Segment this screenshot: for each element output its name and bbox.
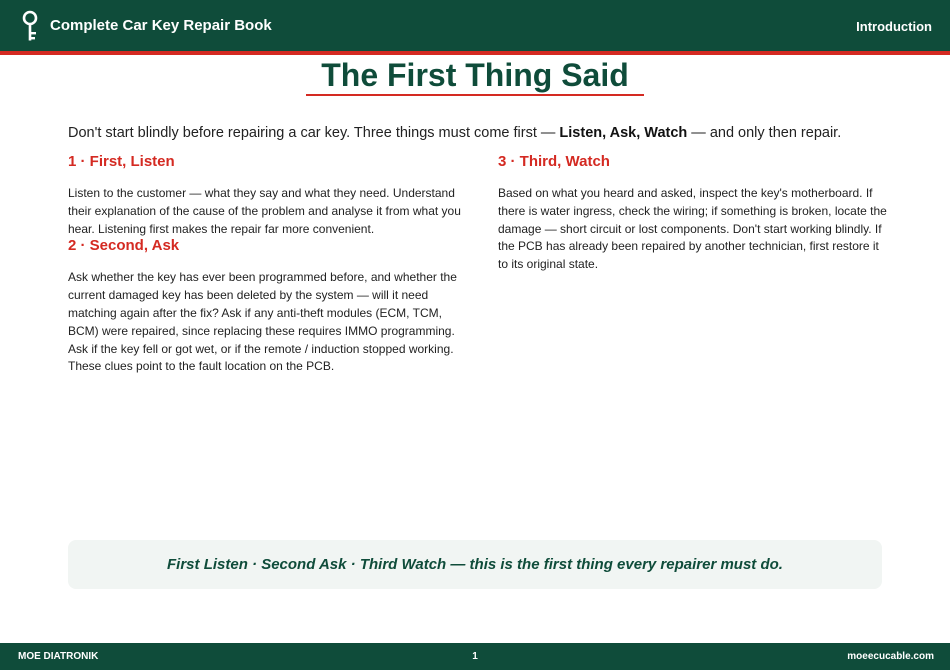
step-heading: 1 · First, Listen xyxy=(68,153,175,170)
intro-highlight: Listen, Ask, Watch xyxy=(559,125,688,141)
footer-bar xyxy=(0,643,950,670)
summary-callout xyxy=(68,540,882,589)
step-body: Based on what you heard and asked, inspect the key's motherboard. If there is water ingress, check the wiring; if something is broken, locate the damage — short circuit or lost components. Don't start working blindly. If the PCB has already been repaired by another technician, first restore it to its original state. xyxy=(498,186,887,272)
callout-text: First Listen · Second Ask · Third Watch — this is the first thing every repairer must do. xyxy=(167,556,783,573)
step-heading: 3 · Third, Watch xyxy=(498,153,610,170)
page-title: The First Thing Said xyxy=(321,57,629,93)
title-underline xyxy=(306,94,644,96)
right-column xyxy=(498,153,888,274)
header-bar xyxy=(0,0,950,55)
intro-paragraph xyxy=(68,124,888,142)
left-column xyxy=(68,153,468,376)
book-title: Complete Car Key Repair Book xyxy=(50,17,272,34)
intro-text-end: — and only then repair. xyxy=(687,125,842,141)
step-heading: 2 · Second, Ask xyxy=(68,237,180,255)
footer-website: moeecucable.com xyxy=(847,651,934,662)
step-listen xyxy=(68,153,468,238)
page-number: 1 xyxy=(472,651,478,662)
footer-brand: MOE DIATRONIK xyxy=(18,651,99,662)
step-ask xyxy=(68,237,468,376)
key-icon xyxy=(20,10,40,42)
step-body: Listen to the customer — what they say and what they need. Understand their explanation of the cause of the problem and analyse it from what you hear. Listening first makes the repair far more convenient. xyxy=(68,186,461,236)
step-watch xyxy=(498,153,888,274)
step-body: Ask whether the key has ever been programmed before, and whether the current damaged key has been deleted by the system — will it need matching again after the fix? Ask if any anti-theft modules (ECM, TCM, BCM) were repaired, since replacing these requires IMMO programming. Ask if the key fell or got wet, or if the remote / induction stopped working. These clues point to the fault location on the PCB. xyxy=(68,270,457,374)
section-label: Introduction xyxy=(856,19,932,34)
intro-text-start: Don't start blindly before repairing a car key. Three things must come first — xyxy=(68,125,560,141)
